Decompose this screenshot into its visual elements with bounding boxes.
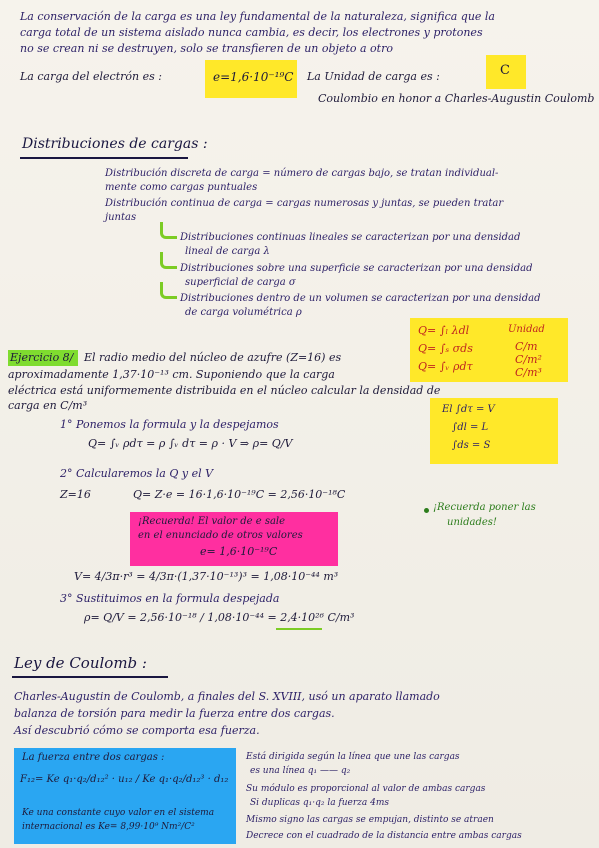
step-1-equation: Q= ∫ᵥ ρdτ = ρ ∫ᵥ dτ = ρ · V ⇒ ρ= Q/V	[88, 437, 293, 450]
green-bracket-3	[160, 282, 177, 299]
step-1: 1° Ponemos la formula y la despejamos	[60, 418, 279, 431]
density-result-equation: ρ= Q/V = 2,56·10⁻¹⁸ / 1,08·10⁻⁴⁴ = 2,4·10²⁶ C/m³	[84, 611, 355, 624]
coulomb-name-note: Coulombio en honor a Charles-Augustin Coulomb	[318, 92, 595, 105]
green-bracket-1	[160, 222, 177, 239]
charge-unit-label: La Unidad de carga es :	[307, 70, 440, 83]
distributions-heading: Distribuciones de cargas :	[22, 136, 208, 152]
linear-distribution-line-1: Distribuciones continuas lineales se caracterizan por una densidad	[180, 232, 521, 243]
step-3: 3° Sustituimos en la formula despejada	[60, 592, 280, 605]
integral-length: ∫dl = L	[452, 422, 489, 433]
property-direction: Está dirigida según la línea que une las cargas	[246, 752, 460, 762]
property-sign: Mismo signo las cargas se empujan, distinto se atraen	[246, 815, 494, 825]
pink-note-line-3: e= 1,6·10⁻¹⁹C	[200, 545, 278, 558]
property-doubling: Si duplicas q₁·q₂ la fuerza 4ms	[250, 798, 390, 808]
coulomb-force-equation: F₁₂= Ke q₁·q₂/d₁₂² · u₁₂ / Ke q₁·q₂/d₁₂³ · d₁₂	[20, 774, 229, 785]
property-distance: Decrece con el cuadrado de la distancia entre ambas cargas	[246, 831, 522, 841]
intro-line-3: no se crean ni se destruyen, solo se transfieren de un objeto a otro	[20, 42, 393, 55]
exercise-line-4: carga en C/m³	[8, 399, 88, 412]
volume-charge-formula: Q= ∫ᵥ ρdτ	[418, 360, 473, 373]
volume-distribution-line-2: de carga volumétrica ρ	[185, 307, 302, 318]
continuous-line-1: Distribución continua de carga = cargas numerosas y juntas, se pueden tratar	[105, 198, 504, 209]
charge-unit-symbol: C	[500, 63, 510, 78]
intro-line-2: carga total de un sistema aislado nunca cambia, es decir, los electrones y protones	[20, 26, 483, 39]
units-reminder-line-1: ¡Recuerda poner las	[433, 502, 536, 513]
green-bracket-2	[160, 252, 177, 269]
charge-equation: Q= Z·e = 16·1,6·10⁻¹⁹C = 2,56·10⁻¹⁸C	[133, 488, 346, 501]
volume-distribution-line-1: Distribuciones dentro de un volumen se caracterizan por una densidad	[180, 293, 541, 304]
result-unit-underline	[276, 628, 322, 630]
discrete-line-2: mente como cargas puntuales	[105, 182, 258, 193]
integral-surface: ∫ds = S	[452, 440, 491, 451]
distributions-underline	[20, 157, 188, 159]
electron-charge-value: e=1,6·10⁻¹⁹C	[213, 70, 294, 84]
constant-note-line-1: Ke una constante cuyo valor en el sistema	[22, 808, 215, 818]
surface-distribution-line-2: superficial de carga σ	[185, 277, 296, 288]
step-2: 2° Calcularemos la Q y el V	[60, 467, 214, 480]
coulomb-paragraph-line-1: Charles-Augustin de Coulomb, a finales del S. XVIII, usó un aparato llamado	[14, 690, 440, 703]
coulomb-law-underline	[12, 676, 168, 678]
surface-charge-formula: Q= ∫ₛ σds	[418, 342, 473, 355]
coulomb-paragraph-line-2: balanza de torsión para medir la fuerza entre dos cargas.	[14, 707, 335, 720]
linear-distribution-line-2: lineal de carga λ	[185, 246, 270, 257]
continuous-line-2: juntas	[105, 212, 137, 223]
unit-header: Unidad	[508, 324, 545, 335]
surface-charge-unit: C/m²	[515, 353, 542, 366]
exercise-line-1: El radio medio del núcleo de azufre (Z=16) es	[84, 351, 342, 364]
exercise-line-2: aproximadamente 1,37·10⁻¹³ cm. Suponiendo que la carga	[8, 368, 335, 381]
volume-charge-unit: C/m³	[515, 366, 542, 379]
surface-distribution-line-1: Distribuciones sobre una superficie se caracterizan por una densidad	[180, 263, 533, 274]
coulomb-paragraph-line-3: Así descubrió cómo se comporta esa fuerza.	[14, 724, 260, 737]
volume-equation: V= 4/3π·r³ = 4/3π·(1,37·10⁻¹³)³ = 1,08·10⁻⁴⁴ m³	[74, 570, 339, 583]
integral-volume: El ∫dτ = V	[442, 404, 495, 415]
electron-charge-label: La carga del electrón es :	[20, 70, 162, 83]
intro-line-1: La conservación de la carga es una ley fundamental de la naturaleza, significa que la	[20, 10, 495, 23]
linear-charge-unit: C/m	[515, 340, 538, 353]
atomic-number: Z=16	[60, 488, 91, 501]
property-line: es una línea q₁ —— q₂	[250, 766, 351, 776]
constant-note-line-2: internacional es Ke= 8,99·10⁹ Nm²/C²	[22, 822, 195, 832]
pink-note-line-1: ¡Recuerda! El valor de e sale	[138, 516, 286, 527]
discrete-line-1: Distribución discreta de carga = número de cargas bajo, se tratan individual-	[105, 168, 499, 179]
coulomb-law-heading: Ley de Coulomb :	[14, 654, 147, 672]
units-reminder-line-2: unidades!	[447, 517, 497, 528]
reminder-bullet	[424, 508, 429, 513]
force-box-title: La fuerza entre dos cargas :	[22, 752, 165, 763]
pink-note-line-2: en el enunciado de otros valores	[138, 530, 303, 541]
linear-charge-formula: Q= ∫ₗ λdl	[418, 324, 470, 337]
property-modulus: Su módulo es proporcional al valor de ambas cargas	[246, 784, 486, 794]
exercise-label: Ejercicio 8/	[10, 351, 74, 364]
exercise-line-3: eléctrica está uniformemente distribuida en el núcleo calcular la densidad de	[8, 384, 441, 397]
